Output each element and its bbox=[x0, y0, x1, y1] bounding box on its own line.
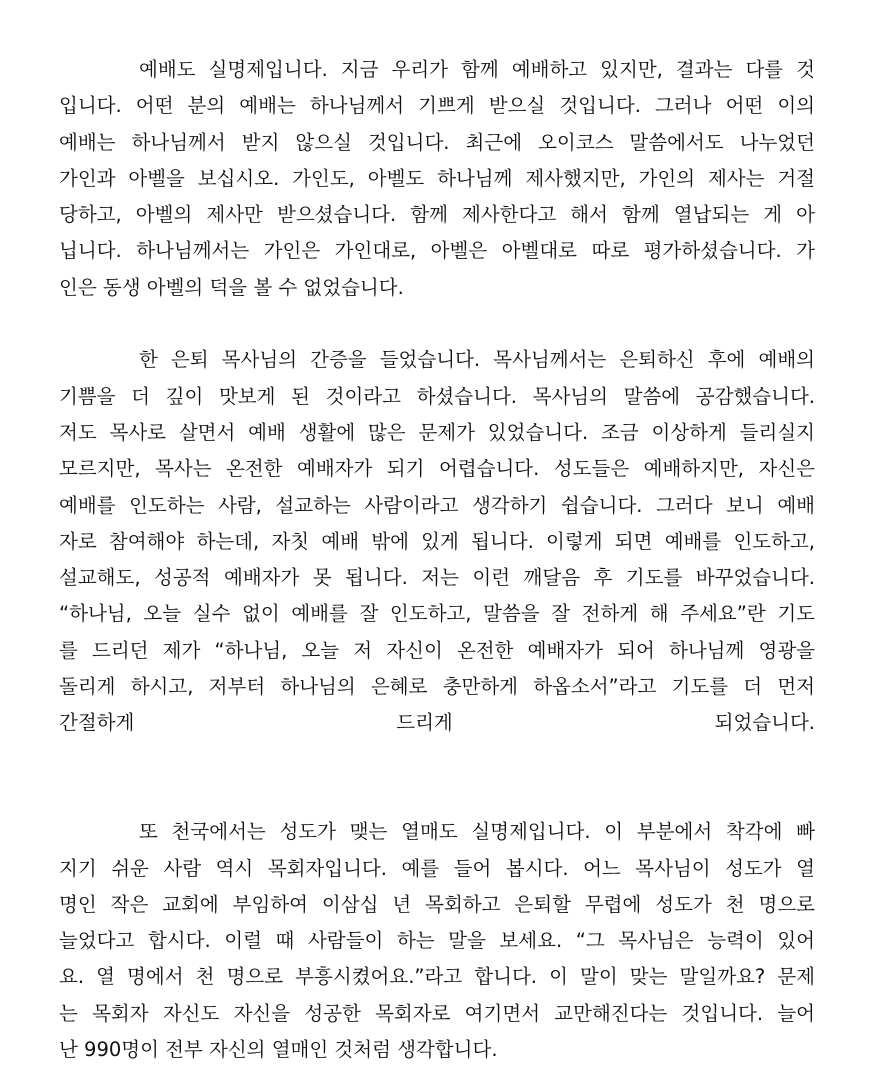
document-page bbox=[59, 52, 815, 1068]
text-line: 자로 참여해야 하는데, 자칫 예배 밖에 있게 됩니다. 이렇게 되면 예배를 인도하고, bbox=[59, 529, 815, 553]
paragraph-gap bbox=[59, 306, 815, 342]
text-line: 모르지만, 목사는 온전한 예배자가 되기 어렵습니다. 성도들은 예배하지만, 자신은 bbox=[59, 457, 815, 481]
text-line: 예배도 실명제입니다. 지금 우리가 함께 예배하고 있지만, 결과는 다를 것 bbox=[139, 58, 815, 81]
text-line: 또 천국에서는 성도가 맺는 열매도 실명제입니다. 이 부분에서 착각에 빠 bbox=[139, 820, 815, 844]
text-line: 돌리게 하시고, 저부터 하나님의 은혜로 충만하게 하옵소서”라고 기도를 더 먼저 bbox=[59, 675, 815, 699]
text-line: 저도 목사로 살면서 예배 생활에 많은 문제가 있었습니다. 조금 이상하게 들리실지 bbox=[59, 420, 815, 444]
text-line: 지기 쉬운 사람 역시 목회자입니다. 예를 들어 봅시다. 어느 목사님이 성도가 열 bbox=[59, 856, 815, 880]
text-line: 가인과 아벨을 보십시오. 가인도, 아벨도 하나님께 제사했지만, 가인의 제사는 거절 bbox=[59, 166, 815, 190]
text-line: 늘었다고 합시다. 이럴 때 사람들이 하는 말을 보세요. “그 목사님은 능력이 있어 bbox=[59, 929, 815, 953]
text-line: 입니다. 어떤 분의 예배는 하나님께서 기쁘게 받으실 것입니다. 그러나 어떤 이의 bbox=[59, 94, 815, 118]
text-line: 를 드리던 제가 “하나님, 오늘 저 자신이 온전한 예배자가 되어 하나님께 영광을 bbox=[59, 638, 815, 662]
text-line: 당하고, 아벨의 제사만 받으셨습니다. 함께 제사한다고 해서 함께 열납되는 게 아 bbox=[59, 203, 815, 227]
text-line: 한 은퇴 목사님의 간증을 들었습니다. 목사님께서는 은퇴하신 후에 예배의 bbox=[139, 348, 815, 372]
text-line bbox=[59, 742, 815, 778]
text-line: 인은 동생 아벨의 덕을 볼 수 없었습니다. bbox=[59, 275, 404, 299]
text-line: 기쁨을 더 깊이 맛보게 된 것이라고 하셨습니다. 목사님의 말씀에 공감했습니다. bbox=[59, 384, 815, 408]
text-line: 예배는 하나님께서 받지 않으실 것입니다. 최근에 오이코스 말씀에서도 나누었던 bbox=[59, 130, 815, 154]
text-line: “하나님, 오늘 실수 없이 예배를 잘 인도하고, 말씀을 잘 전하게 해 주세요”란 기도 bbox=[59, 602, 815, 626]
text-line: 는 목회자 자신도 자신을 성공한 목회자로 여기면서 교만해진다는 것입니다. 늘어 bbox=[59, 1001, 815, 1025]
paragraph-gap bbox=[59, 778, 815, 814]
text-line: 명인 작은 교회에 부임하여 이삼십 년 목회하고 은퇴할 무렵에 성도가 천 명으로 bbox=[59, 892, 815, 916]
paragraph-1 bbox=[59, 52, 815, 306]
text-line: 예배를 인도하는 사람, 설교하는 사람이라고 생각하기 쉽습니다. 그러다 보니 예배 bbox=[59, 493, 815, 517]
text-line: 난 990명이 전부 자신의 열매인 것처럼 생각합니다. bbox=[59, 1038, 498, 1062]
text-line: 닙니다. 하나님께서는 가인은 가인대로, 아벨은 아벨대로 따로 평가하셨습니다. 가 bbox=[59, 239, 815, 263]
text-line: 간절하게 드리게 되었습니다. bbox=[59, 711, 815, 735]
text-line: 요. 열 명에서 천 명으로 부흥시켰어요.”라고 합니다. 이 말이 맞는 말일까요? 문제 bbox=[59, 965, 815, 989]
text-line: 설교해도, 성공적 예배자가 못 됩니다. 저는 이런 깨달음 후 기도를 바꾸었습니다. bbox=[59, 566, 815, 590]
paragraph-2 bbox=[59, 342, 815, 778]
paragraph-3 bbox=[59, 814, 815, 1068]
